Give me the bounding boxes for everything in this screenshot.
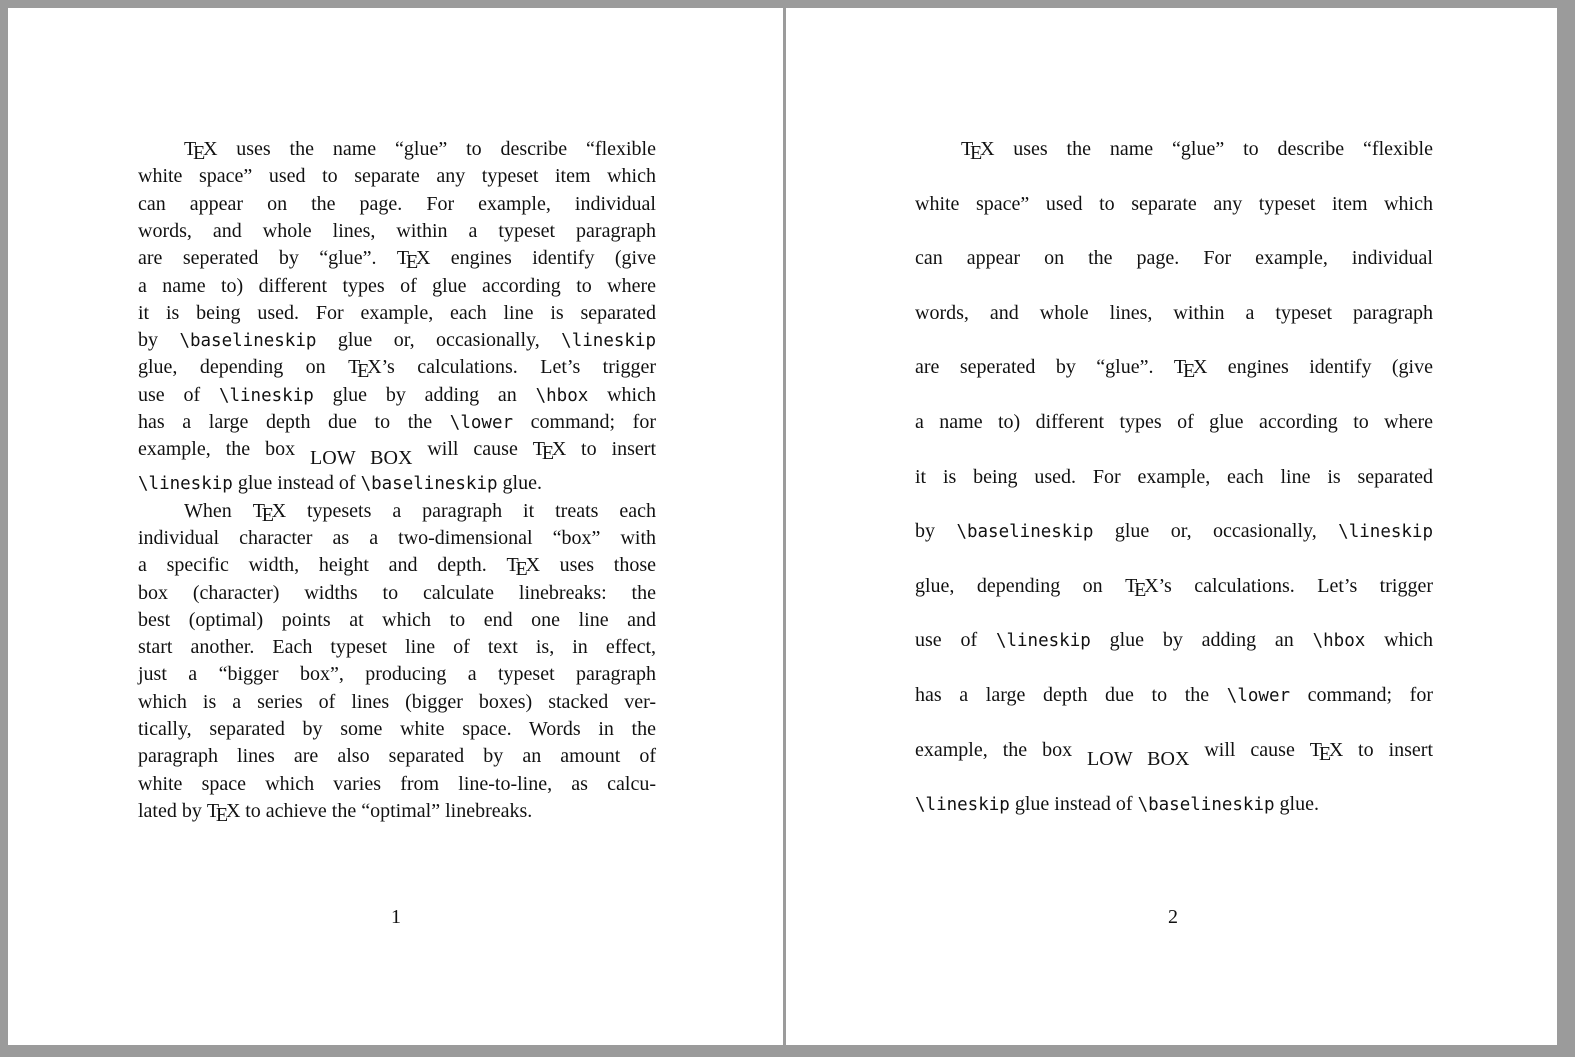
text-line: TEX uses the name “glue” to describe “flexible [184, 138, 656, 164]
tex-logo: TEX [506, 554, 540, 581]
text-line: can appear on the page. For example, individual [915, 247, 1433, 270]
text-line: white space” used to separate any typeset item which [915, 192, 1433, 215]
tex-logo: TEX [348, 356, 382, 383]
text-line: it is being used. For example, each line is separated [138, 301, 656, 324]
text-line: paragraph lines are also separated by an amount of [138, 745, 656, 768]
code-command: \lineskip [915, 795, 1010, 816]
text-line: white space” used to separate any typeset item which [138, 165, 656, 188]
tex-logo: TEX [532, 438, 567, 465]
code-command: \hbox [535, 385, 589, 406]
text-line: box (character) widths to calculate linebreaks: the [138, 581, 656, 604]
low-box: LOW BOX [1087, 747, 1190, 770]
text-line: a name to) different types of glue according to where [138, 274, 656, 297]
code-command: \lower [1226, 686, 1291, 706]
text-line: glue, depending on TEX’s calculations. Let’s trigger [138, 356, 656, 383]
code-command: \hbox [1312, 631, 1366, 652]
text-line: just a “bigger box”, producing a typeset paragraph [138, 663, 656, 686]
text-line: which is a series of lines (bigger boxes) stacked ver- [138, 690, 656, 713]
text-line: white space which varies from line-to-line, as calcu- [138, 772, 656, 795]
tex-logo: TEX [1309, 738, 1344, 765]
code-command: \lineskip [995, 631, 1091, 652]
low-box: LOW BOX [310, 447, 413, 470]
tex-logo: TEX [206, 799, 241, 826]
text-line: example, the box LOW BOX will cause TEX to insert [915, 738, 1434, 770]
text-line: use of \lineskip glue by adding an \hbox which [138, 383, 656, 406]
text-line: has a large depth due to the \lower command; for [138, 411, 656, 433]
tex-logo: TEX [252, 499, 287, 526]
text-line: has a large depth due to the \lower command; for [915, 684, 1433, 706]
text-line: words, and whole lines, within a typeset paragraph [138, 219, 656, 242]
text-line: When TEX typesets a paragraph it treats each [184, 499, 656, 526]
tex-logo: TEX [1125, 574, 1159, 601]
code-command: \lineskip [561, 331, 656, 352]
text-line: lated by TEX to achieve the “optimal” linebreaks. [138, 799, 533, 826]
text-line: use of \lineskip glue by adding an \hbox which [915, 629, 1433, 652]
text-line: by \baselineskip glue or, occasionally, \lineskip [138, 329, 656, 352]
text-line: example, the box LOW BOX will cause TEX to insert [138, 438, 657, 470]
tex-logo: TEX [396, 247, 431, 274]
tex-logo: TEX [1173, 356, 1208, 383]
code-command: \baselineskip [1137, 795, 1275, 816]
text-line: a specific width, height and depth. TEX uses those [138, 554, 656, 581]
code-command: \lineskip [138, 474, 233, 495]
text-line: words, and whole lines, within a typeset paragraph [915, 301, 1433, 324]
code-command: \lineskip [1338, 522, 1433, 543]
text-line: best (optimal) points at which to end one line and [138, 608, 656, 631]
text-line: are seperated by “glue”. TEX engines identify (give [138, 247, 656, 274]
text-line: glue, depending on TEX’s calculations. Let’s trigger [915, 574, 1433, 601]
code-command: \lower [449, 413, 514, 433]
page-number: 2 [1168, 906, 1178, 928]
code-command: \baselineskip [179, 331, 317, 352]
page-1 [8, 8, 783, 1045]
text-line: it is being used. For example, each line is separated [915, 465, 1433, 488]
text-line: TEX uses the name “glue” to describe “flexible [961, 138, 1433, 164]
text-line: \lineskip glue instead of \baselineskip glue. [138, 472, 542, 495]
text-line: tically, separated by some white space. Words in the [138, 718, 656, 740]
tex-logo: TEX [961, 138, 995, 164]
code-command: \baselineskip [956, 522, 1094, 543]
page-2 [786, 8, 1557, 1045]
code-command: \baselineskip [360, 474, 498, 495]
text-line: start another. Each typeset line of text is, in effect, [138, 636, 656, 659]
text-line: by \baselineskip glue or, occasionally, \lineskip [915, 520, 1433, 543]
text-line: a name to) different types of glue according to where [915, 411, 1433, 433]
tex-logo: TEX [184, 138, 218, 164]
text-line: are seperated by “glue”. TEX engines identify (give [915, 356, 1433, 383]
text-line: individual character as a two-dimensional “box” with [138, 526, 656, 549]
code-command: \lineskip [218, 385, 314, 406]
page-number: 1 [391, 906, 401, 928]
text-line: can appear on the page. For example, individual [138, 192, 656, 215]
text-line: \lineskip glue instead of \baselineskip glue. [915, 793, 1319, 816]
